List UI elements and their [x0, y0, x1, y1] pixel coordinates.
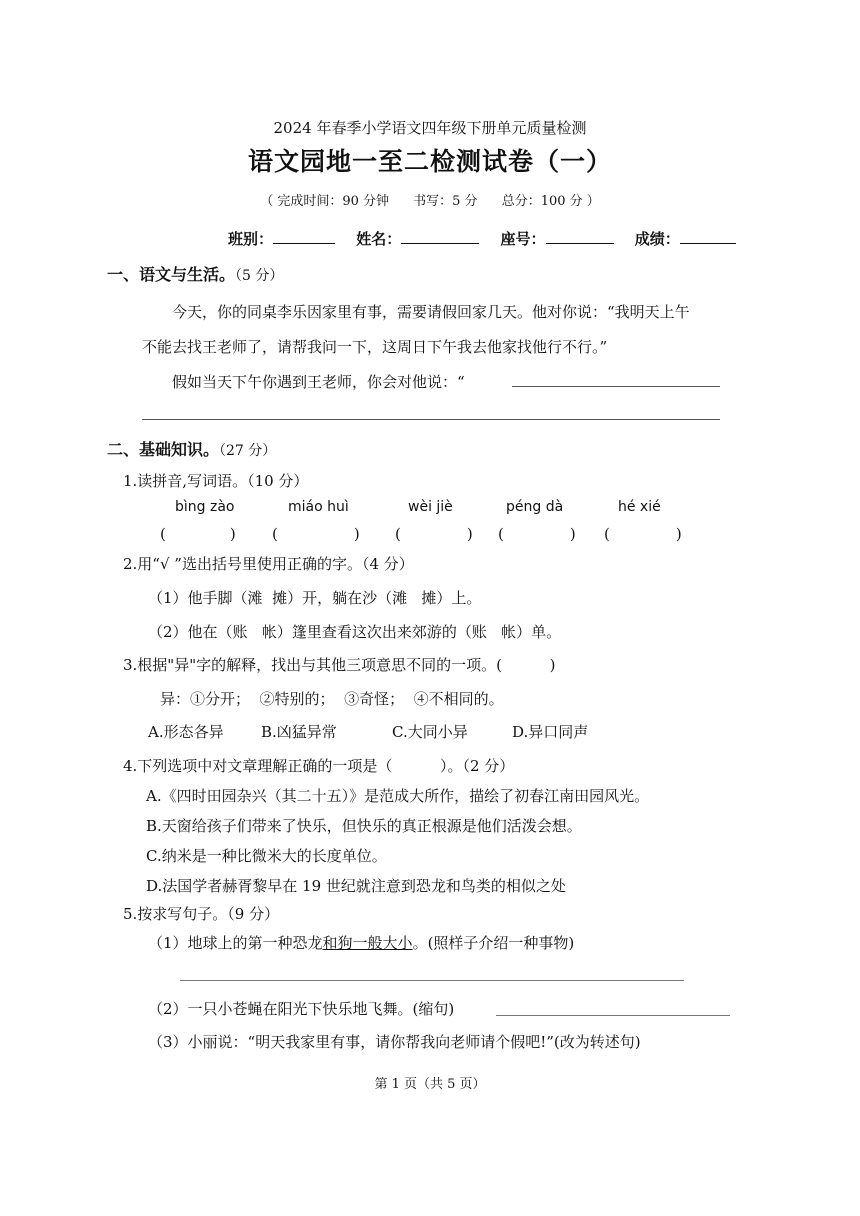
q5-answer-line-1[interactable]: [180, 980, 684, 981]
q5-stem: 5.按求写句子。（9 分）: [123, 905, 280, 923]
q1-pinyin-5: hé xié: [618, 499, 661, 515]
q4-option-d[interactable]: D.法国学者赫胥黎早在 19 世纪就注意到恐龙和鸟类的相似之处: [146, 877, 566, 895]
score-field[interactable]: [635, 228, 736, 249]
total-points: 总分：100 分 ）: [501, 194, 600, 209]
q3-stem[interactable]: 3.根据"异"字的解释，找出与其他三项意思不同的一项。( ): [123, 656, 556, 674]
q3-option-a[interactable]: A.形态各异: [148, 723, 224, 741]
score-blank[interactable]: [680, 229, 736, 244]
section-1-heading: 一、语文与生活。（5 分）: [107, 265, 284, 284]
score-label: 成绩：: [634, 230, 680, 248]
section-1-points: （5 分）: [235, 268, 284, 284]
class-label: 班别：: [228, 230, 274, 248]
writing-points: 书写：5 分: [413, 194, 478, 209]
section-2-heading: 二、基础知识。（27 分）: [107, 440, 277, 459]
section-1-answer-line-1[interactable]: [512, 386, 720, 387]
student-info-fields: [228, 228, 752, 249]
seat-blank[interactable]: [546, 229, 614, 244]
q4-option-a[interactable]: A.《四时田园杂兴（其二十五）》是范成大所作，描绘了初春江南田园风光。: [146, 787, 650, 805]
q1-answer-box-4[interactable]: ( ): [498, 525, 576, 543]
q3-option-c[interactable]: C.大同小异: [392, 723, 468, 741]
q4-option-c[interactable]: C.纳米是一种比微米大的长度单位。: [146, 847, 387, 865]
q5-sentence-1-underlined: 和狗一般大小: [322, 934, 413, 952]
seat-field[interactable]: [501, 228, 614, 249]
exam-title: 语文园地一至二检测试卷（一）: [247, 147, 612, 176]
q3-option-b[interactable]: B.凶猛异常: [261, 723, 337, 741]
time-limit: （ 完成时间：90 分钟: [260, 194, 390, 209]
q1-pinyin-2: miáo huì: [288, 499, 349, 515]
q5-sentence-1: （1）地球上的第一种恐龙和狗一般大小。(照样子介绍一种事物): [148, 934, 575, 952]
q1-stem: 1.读拼音,写词语。（10 分）: [123, 472, 309, 490]
q5-sentence-3: （3）小丽说：“明天我家里有事，请你帮我向老师请个假吧!”(改为转述句): [148, 1033, 641, 1051]
q4-stem[interactable]: 4.下列选项中对文章理解正确的一项是（ ）。（2 分）: [123, 757, 515, 775]
q1-answer-box-3[interactable]: ( ): [395, 525, 473, 543]
q1-answer-box-1[interactable]: ( ): [160, 525, 236, 543]
q5-sentence-2: （2）一只小苍蝇在阳光下快乐地飞舞。(缩句): [148, 1000, 455, 1018]
class-field[interactable]: [228, 228, 335, 249]
q3-meanings: 异：①分开； ②特别的； ③奇怪； ④不相同的。: [160, 690, 504, 708]
q4-option-b[interactable]: B.天窗给孩子们带来了快乐，但快乐的真正根源是他们活泼会想。: [146, 817, 582, 835]
section-1-answer-line-2[interactable]: [142, 419, 720, 420]
q2-stem: 2.用“√ ”选出括号里使用正确的字。（4 分）: [123, 555, 414, 573]
q5-answer-line-2[interactable]: [496, 1015, 730, 1016]
q1-pinyin-3: wèi jiè: [408, 499, 453, 515]
section-2-points: （27 分）: [219, 443, 277, 459]
section-1-para-line-1: 今天，你的同桌李乐因家里有事，需要请假回家几天。他对你说：“我明天上午: [172, 303, 690, 321]
exam-subtitle: 2024 年春季小学语文四年级下册单元质量检测: [273, 119, 587, 137]
exam-time-info: [0, 190, 860, 209]
q2-line-1[interactable]: （1）他手脚（滩 摊）开，躺在沙（滩 摊）上。: [148, 589, 482, 607]
name-blank[interactable]: [401, 229, 479, 244]
class-blank[interactable]: [273, 229, 335, 244]
q2-line-2[interactable]: （2）他在（账 帐）篷里查看这次出来郊游的（账 帐）单。: [148, 623, 562, 641]
section-1-para-line-2: 不能去找王老师了，请帮我问一下，这周日下午我去他家找他行不行。”: [142, 338, 608, 356]
q1-pinyin-4: péng dà: [506, 499, 564, 515]
q1-answer-box-5[interactable]: ( ): [604, 525, 682, 543]
section-1-prompt: 假如当天下午你遇到王老师，你会对他说：“: [172, 373, 465, 391]
seat-label: 座号：: [500, 230, 546, 248]
page-number: 第 1 页（共 5 页）: [374, 1077, 486, 1092]
name-field[interactable]: [356, 228, 479, 249]
q1-answer-box-2[interactable]: ( ): [272, 525, 360, 543]
name-label: 姓名：: [356, 230, 402, 248]
q1-pinyin-1: bìng zào: [175, 499, 235, 515]
q3-option-d[interactable]: D.异口同声: [512, 723, 589, 741]
